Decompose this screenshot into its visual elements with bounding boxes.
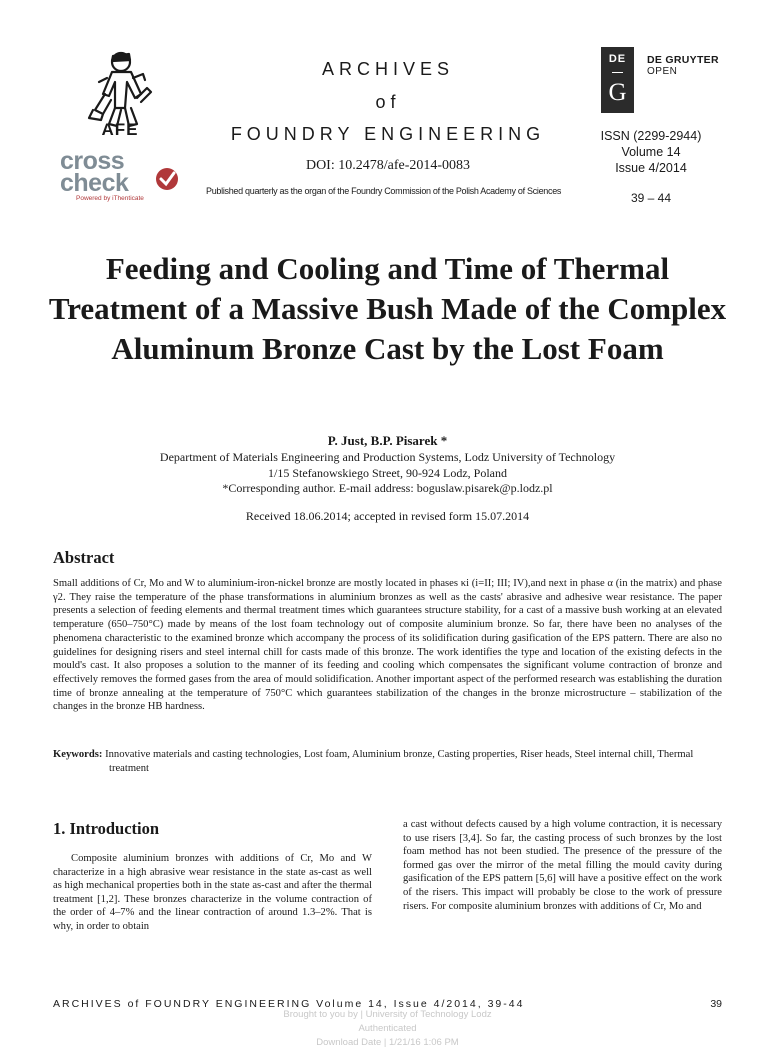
crosscheck-check-icon [152,164,182,194]
keywords [53,748,722,776]
issn-block [596,128,706,176]
journal-name-line1: ARCHIVES [321,59,455,79]
degruyter-divider [612,72,623,73]
abstract-text: Small additions of Cr, Mo and W to aluminium-iron-nickel bronze are mostly located in phases κi (i=II; III; IV),and next in phase α (in the matrix) and phase γ2. They raise the temperature of the phase transformations in aluminium bronzes as well as the casts' abrasive and adhesive wear resistance. The paper presents a selection of feeding elements and thermal treatment times which guarantees structure stability, for a cast of a massive bush working at an elevated temperature (650–750°C) made by means of the lost foam technology out of composite aluminium bronze. So far, there have been no analyses of the phenomena characteristic to the examined bronze which accompany the process of its solidification during gasification of the EPS pattern. There are also no guidelines for designing risers and steel internal chill for casts made of this bronze. The work identifies the type and location of the existing defects in the mould's cast. It also proposes a solution to the manner of its feeding and cooling which compensates the significant volume contraction of bronze and effectively removes the formed gases from the area of mould solidification. Another important aspect of the performed research was establishing the duration time of bronze annealing at the temperature of 750°C which guarantees stabilization of the changes in the bronze microstructure – stabilization of the changes in the bronze HB hardness. [53,578,722,713]
introduction-heading: 1. Introduction [53,819,160,838]
publisher-name: DE GRUYTER [647,54,719,66]
doi[interactable]: DOI: 10.2478/afe-2014-0083 [305,158,471,173]
volume: Volume 14 [621,145,681,159]
journal-name-line3: FOUNDRY ENGINEERING [230,124,546,144]
keywords-values: Innovative materials and casting technologies, Lost foam, Aluminium bronze, Casting properties, Riser heads, Steel internal chill, Thermal treatment [102,749,694,774]
afe-logo [85,48,155,140]
degruyter-g: G [608,79,627,106]
issue: Issue 4/2014 [615,161,687,175]
watermark-line-3: Download Date | 1/21/16 1:06 PM [316,1037,459,1048]
download-watermark [200,1008,575,1050]
affiliation [0,450,775,497]
corresponding-author: *Corresponding author. E-mail address: boguslaw.pisarek@p.lodz.pl [222,481,553,495]
published-note: Published quarterly as the organ of the Foundry Commission of the Polish Academy of Sciences [206,186,562,196]
keywords-label: Keywords: [53,749,103,760]
issn: ISSN (2299-2944) [600,129,702,143]
article-title: Feeding and Cooling and Time of Thermal Treatment of a Massive Bush Made of the Complex Aluminum Bronze Cast by the Lost Foam [48,251,727,366]
running-footer: ARCHIVES of FOUNDRY ENGINEERING Volume 14, Issue 4/2014, 39-44 [53,998,525,1010]
journal-name-line2: of [375,92,401,112]
publisher-sub: OPEN [647,66,678,77]
introduction-left-column: Composite aluminium bronzes with additions of Cr, Mo and W characterize in a high abrasive wear resistance in the state as-cast as well as high mechanical properties both in the state as-cast and after the thermal treatment [1,2]. These bronzes characterize in the volume contraction of the order of 4–7% and the linear contraction of around 1.3–2%. That is why, in order to obtain [53,853,372,932]
page-range: 39 – 44 [630,191,672,205]
crosscheck-logo[interactable] [60,147,185,205]
afe-logo-text: AFE [101,120,139,139]
watermark-line-2: Authenticated [358,1023,417,1034]
watermark-line-1: Brought to you by | University of Technology Lodz [283,1009,492,1020]
affiliation-address: 1/15 Stefanowskiego Street, 90-924 Lodz, Poland [268,465,507,480]
crosscheck-word-check: check [60,169,129,197]
introduction-right-column: a cast without defects caused by a high volume contraction, it is necessary to use risers [3,4]. So far, the casting process of such bronzes by the lost foam method has not been studied. The presence of the pressure of the formed gas over the mirror of the metal filling the mould cavity during gasification of the EPS pattern [5,6] will have a positive effect on the work of the risers. This impact will probably be close to the work of pressure risers. For composite aluminium bronzes with additions of Cr, Mo and [403,819,722,912]
crosscheck-powered: Powered by iThenticate [76,195,144,202]
degruyter-de: DE [608,53,627,65]
page-number: 39 [710,998,722,1010]
authors: P. Just, B.P. Pisarek * [327,433,448,448]
abstract-heading: Abstract [53,548,115,567]
crosscheck-word-cross: cross [60,147,125,175]
received-dates: Received 18.06.2014; accepted in revised form 15.07.2014 [245,509,530,523]
degruyter-logo-box[interactable] [601,47,634,113]
affiliation-department: Department of Materials Engineering and Production Systems, Lodz University of Technology [159,450,616,464]
